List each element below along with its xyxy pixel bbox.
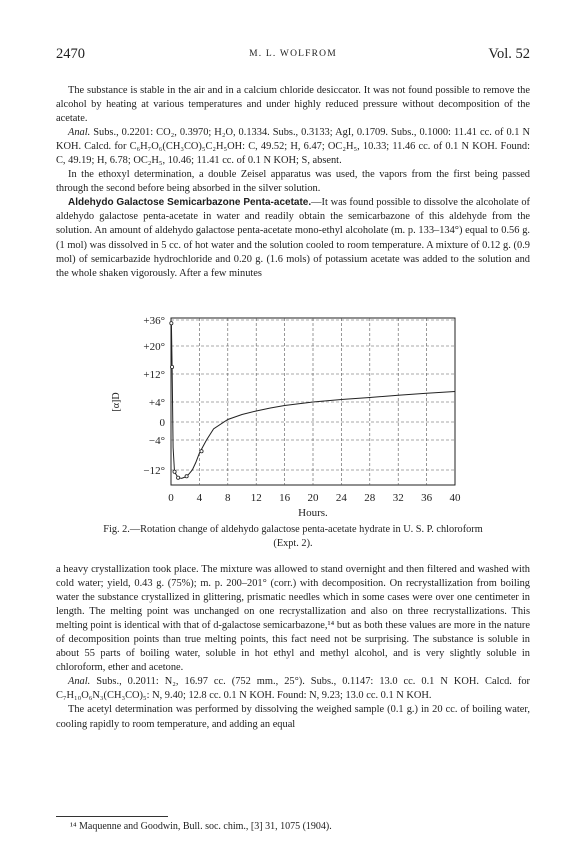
rotation-chart [56,312,530,524]
data-point [173,470,176,473]
y-axis-label: [α]D [111,392,122,412]
section-text: —It was found possible to dissolve the alcoholate of aldehydo galactose penta-acetate in water and readily obtain the semicarbazone of this aldehyde from the solution. An amount of aldehydo galactose penta-acetate mono-ethyl alcoholate (m. p. 133–134°) equal to 0.56 g. (1 mol) was dissolved in 5 cc. of hot water and the solution cooled to room temperature. A mixture of 0.12 g. (0.9 mol) of semicarbazide hydrochloride and 0.20 g. (1.6 mols) of potassium acetate was added to the solution and the whole shaken vigorously. After a few minutes [56,197,530,279]
analysis-2-text: Subs., 0.2011: N₂, 16.97 cc. (752 mm., 25°). Subs., 0.1147: 13.0 cc. 0.1 N KOH. Calcd. for C₇H₁₀O₆N₃(CH₃CO)₅: N, 9.40; 12.8 cc. 0.1 N KOH. Found: N, 9.23; 13.0 cc. 0.1 N KOH. [56,676,530,702]
y-tick-label: +4° [148,397,165,409]
x-tick-label: 24 [335,492,347,504]
section-semicarbazone [56,196,530,280]
x-tick-label: 12 [250,492,262,504]
running-author: M. L. WOLFROM [249,49,337,59]
page-number: 2470 [56,46,85,62]
anal-label: Anal. [68,127,91,139]
data-point [200,450,203,453]
footnote: ¹⁴ Maquenne and Goodwin, Bull. soc. chim., [3] 31, 1075 (1904). [70,821,332,832]
data-point [177,476,180,479]
anal-label-2: Anal. [68,676,91,688]
y-tick-label: +36° [143,315,165,327]
x-tick-label: 20 [307,492,319,504]
paragraph-ethoxyl: In the ethoxyl determination, a double Zeisel apparatus was used, the vapors from the first being passed through the second before being absorbed in the silver solution. [56,169,530,195]
x-tick-label: 32 [392,492,404,504]
x-tick-label: 40 [449,492,461,504]
x-tick-label: 4 [196,492,203,504]
x-axis-label: Hours. [298,507,328,519]
y-tick-label: −12° [143,465,165,477]
footnote-rule [56,816,168,817]
x-tick-label: 28 [364,492,376,504]
paragraph-stability: The substance is stable in the air and in a calcium chloride desiccator. It was not found possible to remove the alcohol by heating at various temperatures and under highly reduced pressure without decomposition of the acetate. [56,85,530,125]
x-tick-label: 16 [279,492,291,504]
x-tick-label: 8 [225,492,231,504]
section-heading: Aldehydo Galactose Semicarbazone Penta-acetate. [68,197,312,209]
top-text [56,84,530,281]
figure-caption: Fig. 2.—Rotation change of aldehydo galactose penta-acetate hydrate in U. S. P. chloroform (Expt. 2). [103,524,483,549]
paragraph-acetyl: The acetyl determination was performed by dissolving the weighed sample (0.1 g.) in 20 cc. of boiling water, cooling rapidly to room temperature, and adding an equal [56,704,530,730]
volume-label: Vol. 52 [488,46,530,62]
paragraph-crystallization: a heavy crystallization took place. The mixture was allowed to stand overnight and then filtered and washed with cold water; yield, 0.43 g. (75%); m. p. 200–201° (corr.) with decomposition. On recrystallization from boiling water the substance crystallized in glittering, prismatic needles which in some cases were over one centimeter in length. The melting point was unchanged on one recrystallization and also on three recrystallizations. This melting point is identical with that of d-galactose semicarbazone,¹⁴ but as both these values are more in the nature of decomposition points than true melting points, this fact need not be surprising. The substance is soluble in about 55 parts of boiling water, soluble in hot ethyl and methyl alcohol, and is very slightly soluble in chloroform, ether and acetone. [56,564,530,674]
y-tick-label: +20° [143,341,165,353]
data-point [170,322,173,325]
data-point [170,365,173,368]
x-tick-label: 0 [168,492,174,504]
analysis-1-text: Subs., 0.2201: CO₂, 0.3970; H₂O, 0.1334. Subs., 0.3133; AgI, 0.1709. Subs., 0.1000: 11.41 cc. of 0.1 N KOH. Calcd. for C₆H₇O₆(CH₃CO)₅C₂H₅OH: C, 49.52; H, 6.47; OC₂H₅, 10.33; 11.46 cc. of 0.1 N KOH. Found: C, 49.19; H, 6.78; OC₂H₅, 10.46; 11.41 cc. of 0.1 N KOH; S, absent. [56,127,530,167]
analysis-1 [56,126,530,168]
x-tick-label: 36 [421,492,433,504]
running-header [56,46,530,66]
bottom-text [56,563,530,732]
analysis-2 [56,675,530,703]
y-tick-label: −4° [148,435,165,447]
y-tick-label: +12° [143,369,165,381]
y-tick-label: 0 [159,417,165,429]
data-point [185,475,188,478]
